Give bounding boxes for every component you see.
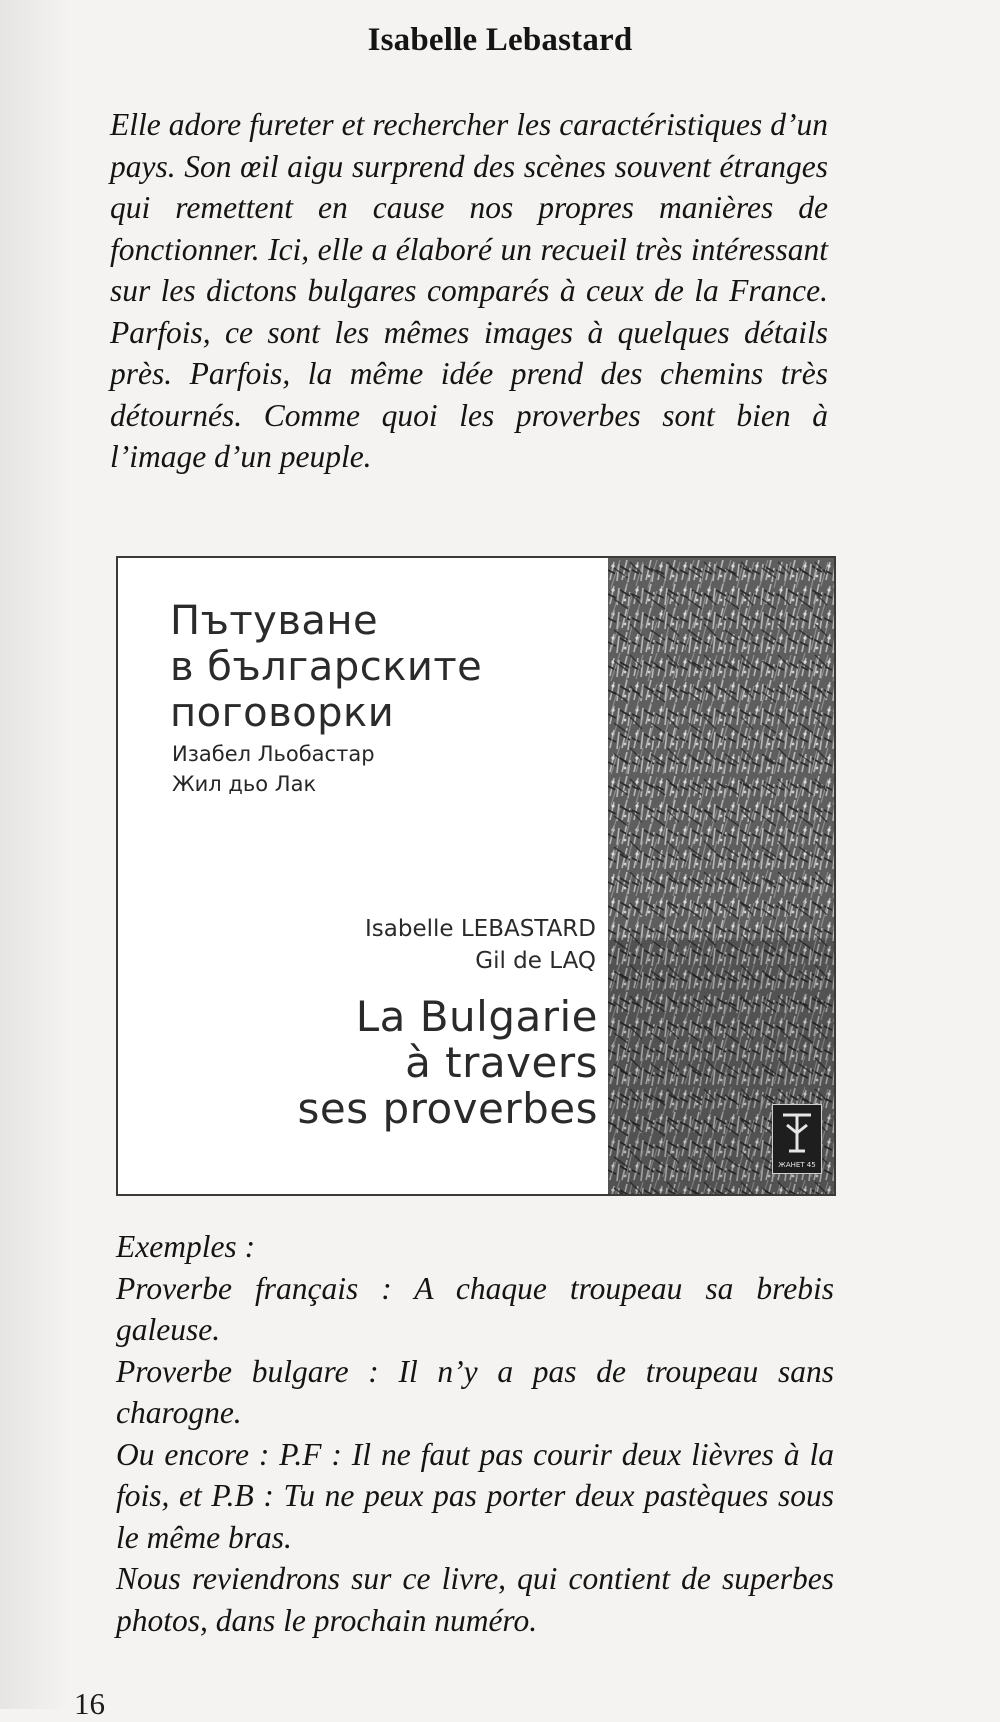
bulgarian-title-line: поговорки xyxy=(170,690,395,736)
french-author-2: Gil de LAQ xyxy=(475,948,596,974)
article-author-heading: Isabelle Lebastard xyxy=(367,22,633,58)
book-cover-text-panel xyxy=(118,558,608,1194)
french-title-line: ses proverbes xyxy=(297,1084,598,1133)
examples-section xyxy=(116,1226,834,1641)
book-cover-image xyxy=(116,556,836,1196)
bulgarian-title-line: Пътуване xyxy=(170,598,379,644)
bulgarian-author-1: Изабел Льобастар xyxy=(172,742,375,766)
examples-heading: Exemples : xyxy=(116,1229,256,1264)
bulgarian-author-2: Жил дьо Лак xyxy=(172,772,317,796)
bulgarian-proverb: Proverbe bulgare : Il n’y a pas de troupeau sans charogne. xyxy=(116,1353,834,1430)
french-author-1: Isabelle LEBASTARD xyxy=(365,916,596,942)
article-intro-paragraph: Elle adore fureter et rechercher les caractéristiques d’un pays. Son œil aigu surprend des scènes souvent étranges qui remettent en cause nos propres manières de fonctionner. Ici, elle a élaboré un recueil très intéressant sur les dictons bulgares comparés à ceux de la France. Parfois, ce sont les mêmes images à quelques détails près. Parfois, la même idée prend des chemins très détournés. Comme quoi les proverbes sont bien à l’image d’un peuple. xyxy=(110,107,828,474)
french-book-title xyxy=(298,994,599,1132)
closing-note: Nous reviendrons sur ce livre, qui contient de superbes photos, dans le prochain numéro. xyxy=(116,1561,834,1638)
publisher-name: ЖАНЕТ 45 xyxy=(778,1161,816,1169)
publisher-logo xyxy=(772,1104,822,1174)
cover-grass-photo xyxy=(608,558,836,1194)
french-proverb: Proverbe français : A chaque troupeau sa brebis galeuse. xyxy=(116,1270,834,1347)
french-title-line: à travers xyxy=(405,1038,598,1087)
french-title-line: La Bulgarie xyxy=(355,992,598,1041)
grass-texture-graphic xyxy=(608,558,836,1194)
other-proverbs: Ou encore : P.F : Il ne faut pas courir deux lièvres à la fois, et P.B : Tu ne peux pas porter deux pastèques sous le même bras. xyxy=(116,1436,834,1555)
bulgarian-title-line: в българските xyxy=(170,644,483,690)
publisher-emblem-icon xyxy=(773,1105,821,1161)
page-edge-shadow xyxy=(0,0,70,1709)
page-number: 16 xyxy=(74,1686,105,1721)
bulgarian-book-title xyxy=(170,598,482,736)
